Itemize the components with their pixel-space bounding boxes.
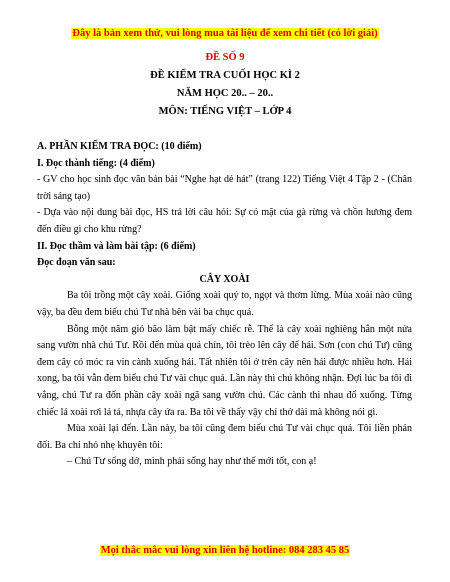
part2-heading: II. Đọc thầm và làm bài tập: (6 điểm) — [37, 240, 196, 252]
passage-title: CÂY XOÀI — [199, 273, 250, 285]
part1-heading: I. Đọc thành tiếng: (4 điểm) — [37, 157, 155, 169]
subject-title: MÔN: TIẾNG VIỆT – LỚP 4 — [158, 106, 292, 117]
section-a-heading: A. PHẦN KIỂM TRA ĐỌC: (10 điểm) — [37, 141, 202, 152]
preview-notice-text: Đây là bản xem thử, vui lòng mua tài liệu để xem chi tiết (có lời giải) — [72, 28, 378, 39]
part1-instruction-2: - Dựa vào nội dung bài đọc, HS trả lời câu hỏi: Sự có mặt của gà rừng và chồn hương đem đến điều gì cho khu rừng? — [37, 207, 412, 235]
school-year: NĂM HỌC 20.. – 20.. — [176, 88, 274, 99]
exam-content — [37, 139, 412, 471]
preview-notice-banner — [0, 28, 450, 39]
part1-instruction-1: - GV cho học sinh đọc văn bản bài “Nghe hạt dẻ hát” (trang 122) Tiếng Việt 4 Tập 2 - (Chân trời sáng tạo) — [37, 174, 412, 202]
passage-paragraph: – Chú Tư sống dở, mình phải sống hay như thế mới tốt, con ạ! — [67, 456, 317, 468]
passage-paragraph: Mùa xoài lại đến. Lần này, ba tôi cũng đem biếu chú Tư vài chục quả. Tôi liền phản đối. Ba chỉ nhỏ nhẹ khuyên tôi: — [37, 423, 412, 451]
hotline-text: Mọi thắc mắc vui lòng xin liên hệ hotline: 084 283 45 85 — [100, 545, 350, 556]
passage-paragraph: Bỗng một năm gió bão làm bật mấy chiếc rễ. Thế là cây xoài nghiêng hẳn một nửa sang vườn nhà chú Tư. Rồi đến mùa quả chín, tôi trèo lên cây để hái. Sơn (con chú Tư) cũng đem cây có móc ra vin cành xuống hái. Tất nhiên tôi ở trên cây nên hái được nhiều hơn. Hái xong, ba tôi vẫn đem biếu chú Tư vài chục quả. Lần này thì chú không nhận. Đợi lúc ba tôi đi vắng, chú Tư ra đốn phần cây xoài ngã sang vườn chú. Các cành thi nhau đổ xuống. Từng chiếc lá xoài rơi lả tả, nhựa cây ứa ra. Ba tôi về thấy vậy chỉ thở dài mà không nói gì. — [37, 323, 412, 418]
passage-paragraph: Ba tôi trồng một cây xoài. Giống xoài quý to, ngọt và thơm lừng. Mùa xoài nào cũng vậy, ba đều đem biếu chú Tư nhà bên vài ba chục quả. — [37, 290, 412, 318]
hotline-banner — [0, 545, 450, 556]
exam-title: ĐỀ KIỂM TRA CUỐI HỌC KÌ 2 — [150, 70, 300, 81]
passage-label: Đọc đoạn văn sau: — [37, 257, 116, 269]
exam-number: ĐỀ SỐ 9 — [205, 52, 245, 63]
